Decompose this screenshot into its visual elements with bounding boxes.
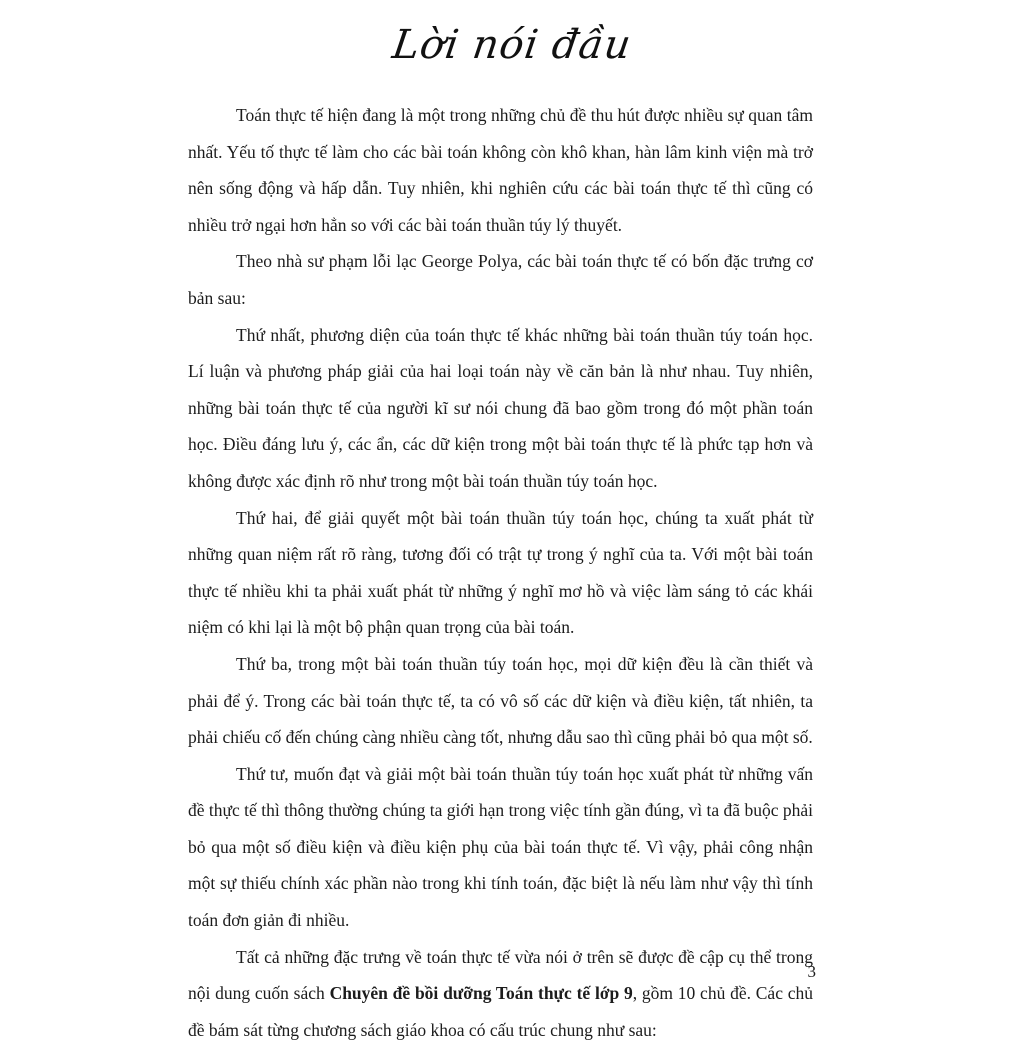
page-number: 3 — [807, 962, 816, 981]
paragraph-6: Thứ tư, muốn đạt và giải một bài toán thuần túy toán học xuất phát từ những vấn đề thực tế thì thông thường chúng ta giới hạn trong việc tính gần đúng, vì ta đã buộc phải bỏ qua một số điều kiện và điều kiện phụ của bài toán thực tế. Vì vậy, phải công nhận một sự thiếu chính xác phần nào trong khi tính toán, đặc biệt là nếu làm như vậy thì tính toán đơn giản đi nhiều. — [188, 763, 813, 931]
paragraph-4: Thứ hai, để giải quyết một bài toán thuần túy toán học, chúng ta xuất phát từ những quan niệm rất rõ ràng, tương đối có trật tự trong ý nghĩ của ta. Với một bài toán thực tế nhiều khi ta phải xuất phát từ những ý nghĩ mơ hồ và việc làm sáng tỏ các khái niệm có khi lại là một bộ phận quan trọng của bài toán. — [188, 507, 813, 638]
book-title: Chuyên đề bồi dưỡng Toán thực tế lớp 9 — [329, 983, 633, 1004]
paragraph-7-after: , gồm 10 chủ đề. Các chủ đề bám sát từng chương sách giáo khoa có cấu trúc chung như sau: — [188, 983, 814, 1040]
body-text — [188, 97, 813, 1048]
paragraph-5: Thứ ba, trong một bài toán thuần túy toán học, mọi dữ kiện đều là cần thiết và phải để ý. Trong các bài toán thực tế, ta có vô số các dữ kiện và điều kiện, tất nhiên, ta phải chiếu cố đến chúng càng nhiều càng tốt, nhưng dẫu sao thì cũng phải bỏ qua một số. — [188, 653, 813, 748]
paragraph-3: Thứ nhất, phương diện của toán thực tế khác những bài toán thuần túy toán học. Lí luận và phương pháp giải của hai loại toán này về căn bản là như nhau. Tuy nhiên, những bài toán thực tế của người kĩ sư nói chung đã bao gồm trong đó một phần toán học. Điều đáng lưu ý, các ẩn, các dữ kiện trong một bài toán thực tế là phức tạp hơn và không được xác định rõ như trong một bài toán thuần túy toán học. — [188, 324, 813, 491]
page-title: Lời nói đầu — [389, 22, 635, 68]
paragraph-1: Toán thực tế hiện đang là một trong những chủ đề thu hút được nhiều sự quan tâm nhất. Yếu tố thực tế làm cho các bài toán không còn khô khan, hàn lâm kinh viện mà trở nên sống động và hấp dẫn. Tuy nhiên, khi nghiên cứu các bài toán thực tế thì cũng có nhiều trở ngại hơn hẳn so với các bài toán thuần túy lý thuyết. — [188, 105, 813, 235]
paragraph-7 — [188, 939, 813, 1048]
paragraph-2: Theo nhà sư phạm lỗi lạc George Polya, các bài toán thực tế có bốn đặc trưng cơ bản sau: — [188, 251, 813, 308]
paragraph-7-before: Tất cả những đặc trưng về toán thực tế vừa nói ở trên sẽ được đề cập cụ thể trong nội dung cuốn sách — [188, 946, 813, 1004]
